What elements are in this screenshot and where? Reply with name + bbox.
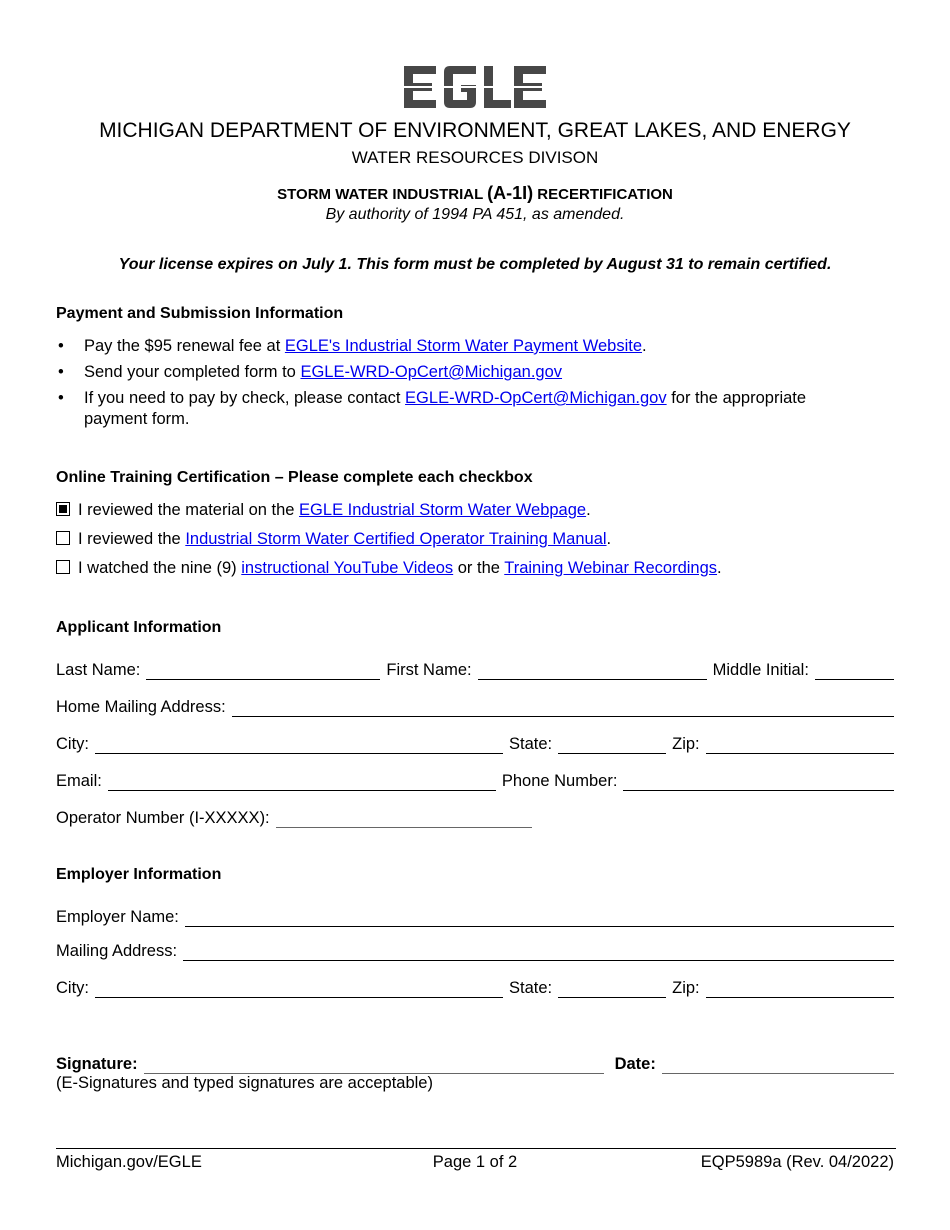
training-manual-link[interactable]: Industrial Storm Water Certified Operator Training Manual [185, 530, 607, 548]
checkbox-label: . [717, 559, 722, 577]
mailing-address-label: Mailing Address: [56, 942, 178, 960]
last-name-label: Last Name: [56, 661, 141, 679]
signature-field[interactable] [144, 1055, 604, 1074]
checkbox-label: I reviewed the [78, 530, 186, 548]
home-address-field[interactable] [232, 698, 894, 717]
signature-note: (E-Signatures and typed signatures are acceptable) [56, 1074, 433, 1092]
email-link[interactable]: EGLE-WRD-OpCert@Michigan.gov [405, 389, 667, 407]
city-label: City: [56, 979, 89, 997]
date-field[interactable] [662, 1055, 894, 1074]
checkbox-label: or the [453, 559, 505, 577]
signature-row [56, 1052, 894, 1074]
payment-text: Pay the $95 renewal fee at [84, 337, 285, 355]
phone-field[interactable] [623, 772, 894, 791]
footer-page-number: Page 1 of 2 [432, 1153, 518, 1171]
state-field[interactable] [558, 735, 666, 754]
checkbox-label: I watched the nine (9) [78, 559, 242, 577]
form-title-suffix: RECERTIFICATION [533, 186, 673, 203]
employer-name-label: Employer Name: [56, 908, 179, 926]
employer-state-field[interactable] [558, 979, 666, 998]
employer-address-row [56, 939, 894, 961]
home-address-label: Home Mailing Address: [56, 698, 226, 716]
checkbox-row-webpage [56, 500, 591, 520]
city-label: City: [56, 735, 89, 753]
middle-initial-field[interactable] [815, 661, 894, 680]
middle-initial-label: Middle Initial: [712, 661, 809, 679]
webinar-recordings-link[interactable]: Training Webinar Recordings [504, 559, 718, 577]
employer-heading: Employer Information [56, 866, 222, 883]
form-title-code: (A-1I) [487, 183, 534, 203]
expiration-notice: Your license expires on July 1. This form must be completed by August 31 to remain certified. [118, 256, 832, 273]
city-field[interactable] [95, 735, 503, 754]
name-row [56, 658, 894, 680]
form-title-prefix: STORM WATER INDUSTRIAL [277, 186, 488, 203]
checkbox-videos[interactable] [56, 560, 70, 574]
email-label: Email: [56, 772, 102, 790]
zip-field[interactable] [706, 735, 894, 754]
operator-number-field[interactable] [276, 809, 532, 828]
list-item [56, 388, 856, 430]
payment-text: Send your completed form to [84, 363, 301, 381]
home-address-row [56, 695, 894, 717]
training-heading: Online Training Certification – Please complete each checkbox [56, 469, 533, 486]
division-title: WATER RESOURCES DIVISON [351, 148, 599, 167]
mailing-address-field[interactable] [183, 942, 894, 961]
contact-row [56, 769, 894, 791]
authority-line: By authority of 1994 PA 451, as amended. [325, 206, 625, 223]
egle-logo [404, 66, 546, 108]
applicant-heading: Applicant Information [56, 619, 222, 636]
operator-number-row [56, 806, 894, 828]
employer-zip-field[interactable] [706, 979, 894, 998]
payment-website-link[interactable]: EGLE's Industrial Storm Water Payment Website [284, 337, 643, 355]
date-label: Date: [614, 1055, 656, 1073]
payment-list [56, 336, 856, 435]
storm-water-webpage-link[interactable]: EGLE Industrial Storm Water Webpage [299, 501, 587, 519]
youtube-videos-link[interactable]: instructional YouTube Videos [241, 559, 454, 577]
checkbox-label: . [586, 501, 591, 519]
signature-label: Signature: [56, 1055, 138, 1073]
first-name-field[interactable] [478, 661, 707, 680]
state-label: State: [509, 735, 553, 753]
footer-form-number: EQP5989a (Rev. 04/2022) [700, 1153, 894, 1171]
last-name-field[interactable] [146, 661, 380, 680]
employer-city-row [56, 976, 894, 998]
zip-label: Zip: [672, 735, 700, 753]
employer-name-field[interactable] [185, 908, 894, 927]
employer-name-row [56, 905, 894, 927]
zip-label: Zip: [672, 979, 700, 997]
checkbox-row-videos [56, 558, 722, 578]
payment-heading: Payment and Submission Information [56, 305, 344, 322]
checkbox-row-manual [56, 529, 611, 549]
email-field[interactable] [108, 772, 496, 791]
checkbox-label: I reviewed the material on the [78, 501, 300, 519]
department-title: MICHIGAN DEPARTMENT OF ENVIRONMENT, GREAT LAKES, AND ENERGY [99, 119, 851, 142]
payment-text: for the appropriate payment form. [84, 389, 807, 428]
list-item [56, 362, 856, 383]
operator-number-label: Operator Number (I-XXXXX): [56, 809, 270, 827]
phone-label: Phone Number: [501, 772, 618, 790]
first-name-label: First Name: [386, 661, 472, 679]
checkbox-webpage[interactable] [56, 502, 70, 516]
applicant-city-row [56, 732, 894, 754]
checkbox-label: . [606, 530, 612, 548]
list-item [56, 336, 856, 357]
footer-divider [56, 1148, 896, 1149]
egle-logo-graphic [404, 66, 546, 108]
footer-website: Michigan.gov/EGLE [56, 1153, 202, 1171]
employer-city-field[interactable] [95, 979, 503, 998]
payment-text: If you need to pay by check, please contact [84, 389, 406, 407]
form-title [0, 183, 950, 204]
payment-text: . [642, 337, 647, 355]
checkbox-manual[interactable] [56, 531, 70, 545]
email-link[interactable]: EGLE-WRD-OpCert@Michigan.gov [300, 363, 563, 381]
state-label: State: [509, 979, 553, 997]
